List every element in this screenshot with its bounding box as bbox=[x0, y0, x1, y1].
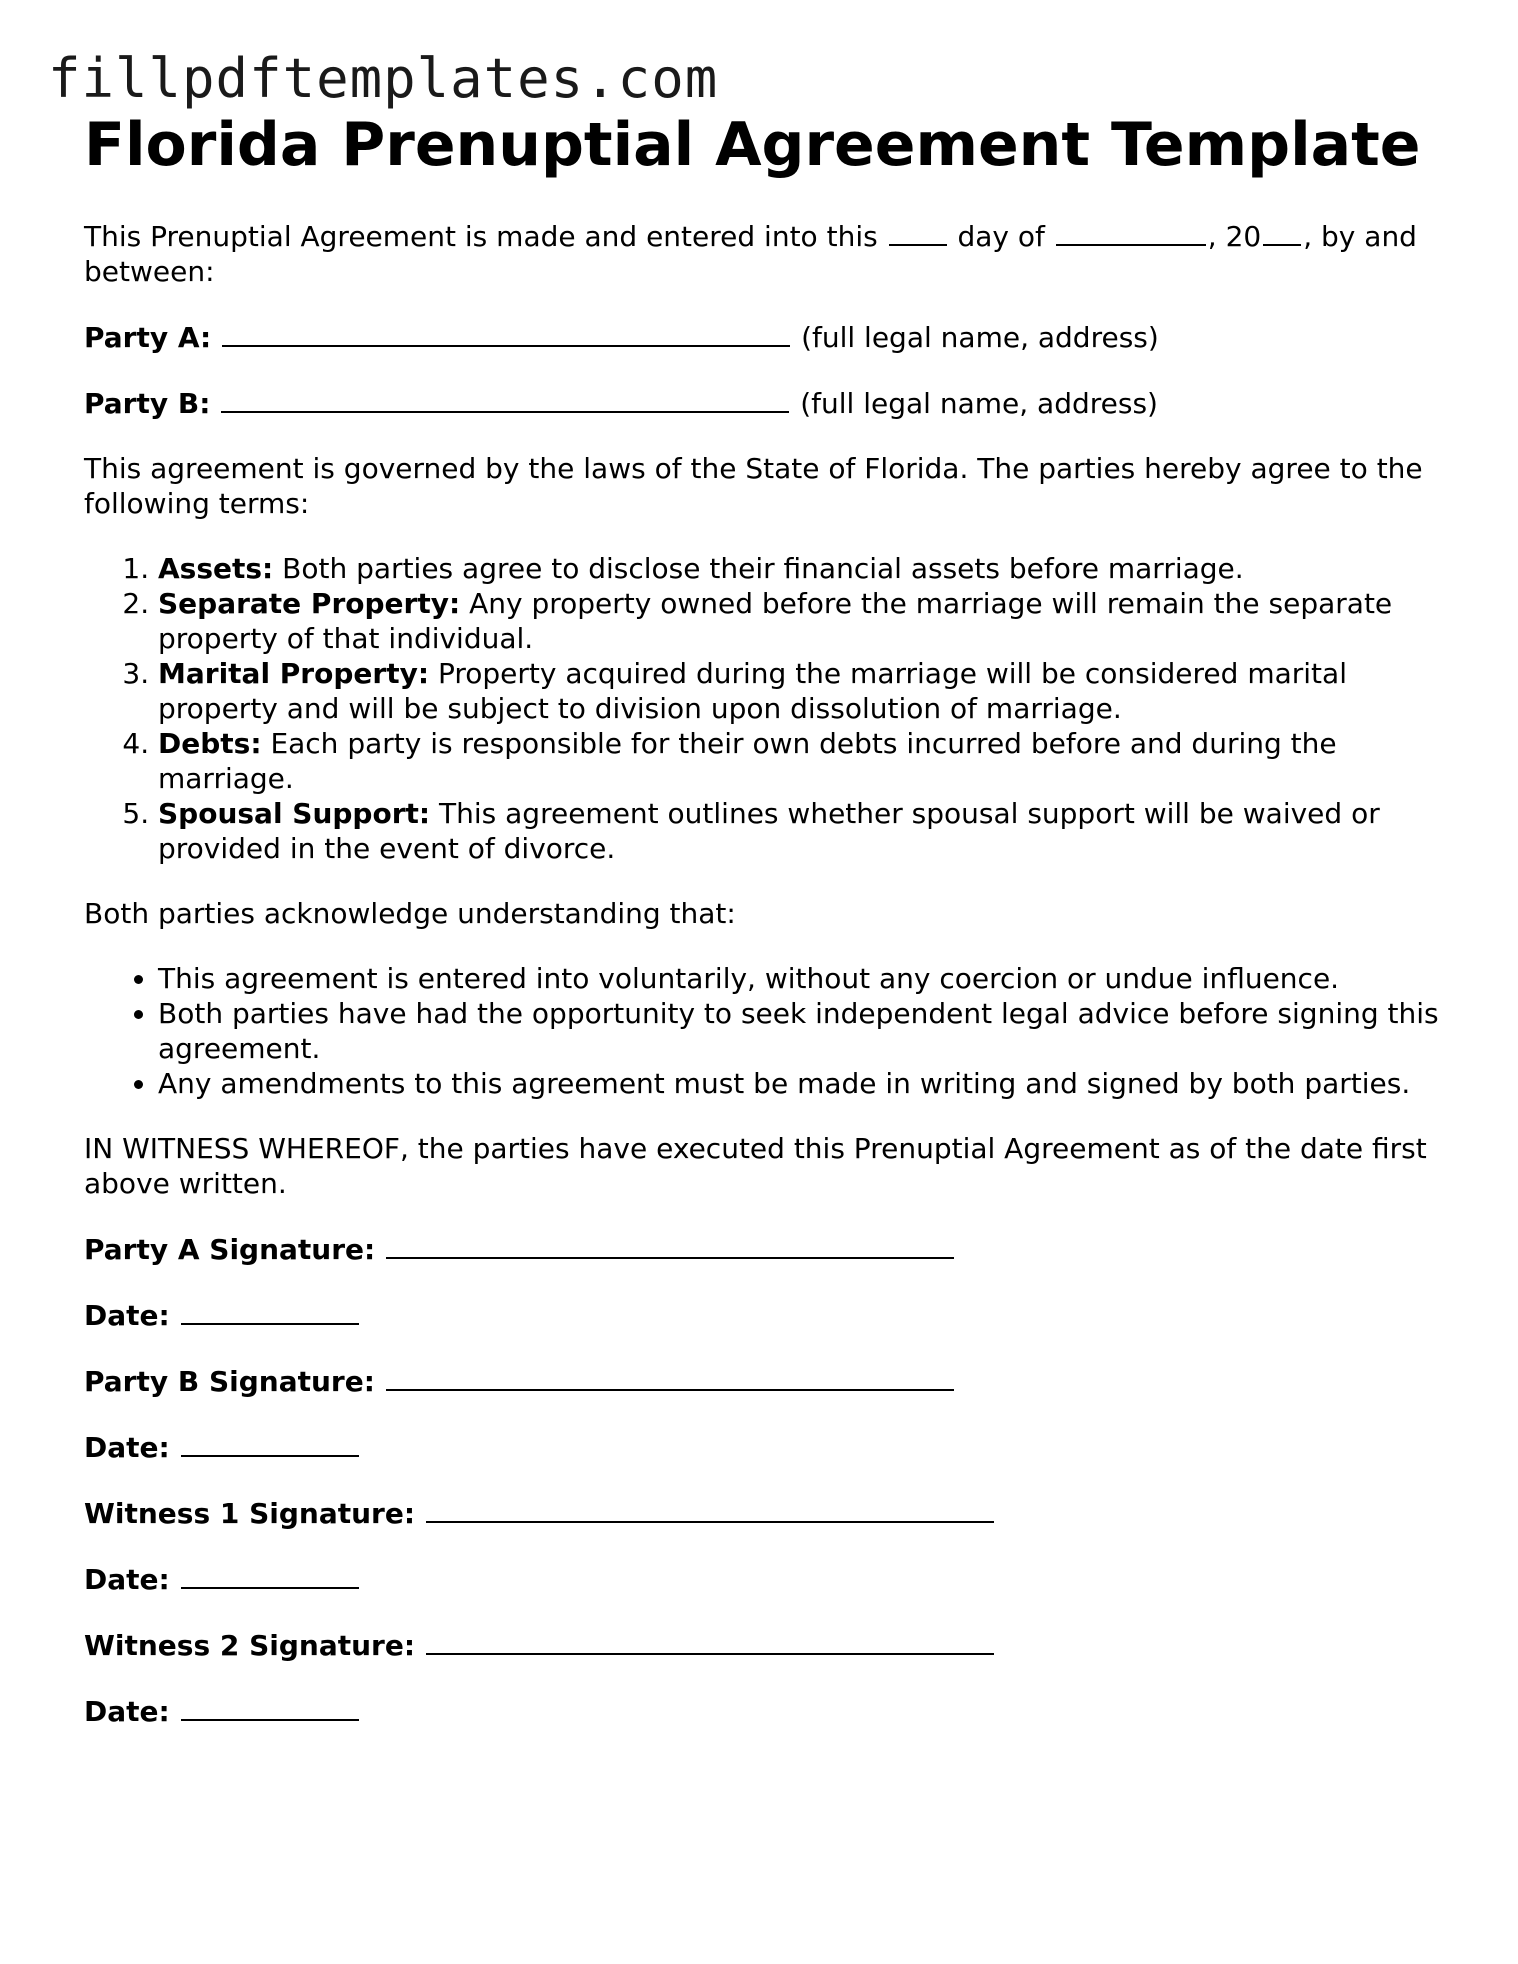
list-item: • Both parties have had the opportunity to seek independent legal advice before signing this agreement. bbox=[158, 996, 1444, 1066]
governing-paragraph: This agreement is governed by the laws of the State of Florida. The parties hereby agree to the following terms: bbox=[84, 452, 1423, 520]
day-blank[interactable] bbox=[889, 218, 947, 246]
party-b-signature-blank[interactable] bbox=[386, 1363, 954, 1391]
party-a-name-blank[interactable] bbox=[222, 319, 790, 347]
party-a-signature-blank[interactable] bbox=[386, 1231, 954, 1259]
party-b-label: Party B: bbox=[84, 387, 211, 420]
month-blank[interactable] bbox=[1056, 218, 1206, 246]
witness-2-signature-blank[interactable] bbox=[426, 1627, 994, 1655]
witness-1-date-blank[interactable] bbox=[181, 1561, 359, 1589]
witness-1-signature-line bbox=[84, 1495, 1444, 1531]
signature-label: Witness 2 Signature: bbox=[84, 1629, 416, 1662]
list-item bbox=[158, 726, 1444, 796]
party-b-date-blank[interactable] bbox=[181, 1429, 359, 1457]
term-text: Both parties agree to disclose their financial assets before marriage. bbox=[282, 552, 1244, 585]
witness-1-signature-blank[interactable] bbox=[426, 1495, 994, 1523]
term-label: Marital Property: bbox=[158, 657, 430, 690]
party-b-line bbox=[84, 385, 1444, 421]
date-label: Date: bbox=[84, 1431, 170, 1464]
intro-text-3: , 20 bbox=[1207, 220, 1262, 253]
date-label: Date: bbox=[84, 1695, 170, 1728]
list-item bbox=[158, 656, 1444, 726]
witness-2-date-blank[interactable] bbox=[181, 1693, 359, 1721]
terms-list bbox=[84, 551, 1444, 866]
witness-1-date-line bbox=[84, 1561, 1444, 1597]
acknowledge-intro: Both parties acknowledge understanding that: bbox=[84, 897, 736, 930]
party-a-date-line bbox=[84, 1297, 1444, 1333]
list-item bbox=[158, 796, 1444, 866]
party-a-label: Party A: bbox=[84, 321, 212, 354]
document-body bbox=[84, 218, 1444, 1759]
date-label: Date: bbox=[84, 1299, 170, 1332]
year-blank[interactable] bbox=[1263, 218, 1301, 246]
term-label: Spousal Support: bbox=[158, 797, 431, 830]
acknowledgement-list bbox=[84, 961, 1444, 1101]
term-text: Any property owned before the marriage will remain the separate property of that individual. bbox=[158, 587, 1393, 655]
intro-text-2: day of bbox=[957, 220, 1045, 253]
intro-text-1: This Prenuptial Agreement is made and entered into this bbox=[84, 220, 878, 253]
term-label: Debts: bbox=[158, 727, 262, 760]
signature-label: Party A Signature: bbox=[84, 1233, 376, 1266]
witness-clause: IN WITNESS WHEREOF, the parties have executed this Prenuptial Agreement as of the date first above written. bbox=[84, 1132, 1427, 1200]
intro-text-4: , by and between: bbox=[84, 220, 1417, 288]
term-text: Each party is responsible for their own debts incurred before and during the marriage. bbox=[158, 727, 1337, 795]
term-label: Separate Property: bbox=[158, 587, 461, 620]
term-label: Assets: bbox=[158, 552, 274, 585]
page-title: Florida Prenuptial Agreement Template bbox=[84, 110, 1421, 180]
party-b-signature-line bbox=[84, 1363, 1444, 1399]
signature-label: Party B Signature: bbox=[84, 1365, 375, 1398]
list-item: • Any amendments to this agreement must be made in writing and signed by both parties. bbox=[158, 1066, 1444, 1101]
party-a-hint: (full legal name, address) bbox=[801, 321, 1159, 354]
term-text: Property acquired during the marriage will be considered marital property and will be subject to division upon dissolution of marriage. bbox=[158, 657, 1347, 725]
party-a-line bbox=[84, 319, 1444, 355]
list-item bbox=[158, 586, 1444, 656]
intro-paragraph bbox=[84, 218, 1444, 289]
party-a-signature-line bbox=[84, 1231, 1444, 1267]
witness-2-date-line bbox=[84, 1693, 1444, 1729]
list-item bbox=[158, 551, 1444, 586]
party-b-date-line bbox=[84, 1429, 1444, 1465]
party-a-date-blank[interactable] bbox=[181, 1297, 359, 1325]
list-item: • This agreement is entered into voluntarily, without any coercion or undue influence. bbox=[158, 961, 1444, 996]
watermark: fillpdftemplates.com bbox=[48, 47, 719, 110]
signature-label: Witness 1 Signature: bbox=[84, 1497, 416, 1530]
party-b-hint: (full legal name, address) bbox=[800, 387, 1158, 420]
party-b-name-blank[interactable] bbox=[221, 385, 789, 413]
witness-2-signature-line bbox=[84, 1627, 1444, 1663]
date-label: Date: bbox=[84, 1563, 170, 1596]
term-text: This agreement outlines whether spousal support will be waived or provided in the event of divorce. bbox=[158, 797, 1380, 865]
